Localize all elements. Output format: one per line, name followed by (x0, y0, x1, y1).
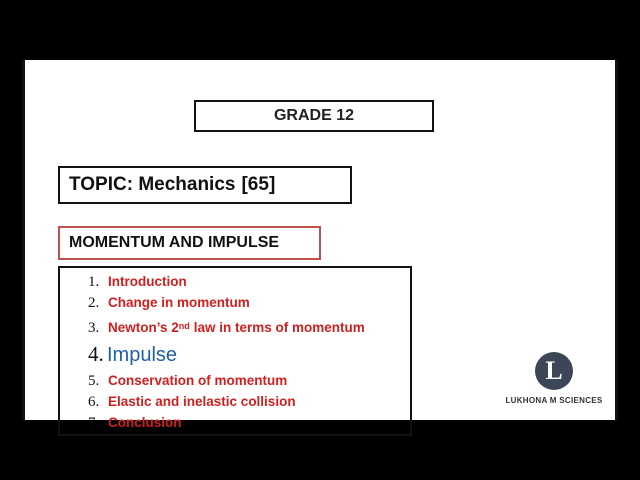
grade-heading: GRADE 12 (194, 100, 434, 132)
list-item-highlighted (88, 342, 177, 367)
list-item-prefix: Newton’s 2 (108, 320, 179, 335)
document-page (22, 60, 618, 431)
list-item-number: 3. (88, 320, 100, 336)
contents-list (58, 266, 412, 436)
list-item-label: Conservation of momentum (108, 373, 288, 388)
list-item (88, 415, 182, 432)
list-item-number: 1. (88, 274, 100, 290)
list-item-label: Impulse (107, 344, 178, 366)
page-left-border (22, 60, 25, 420)
list-item-label: Elastic and inelastic collision (108, 394, 296, 409)
list-item-label: Conclusion (108, 415, 182, 430)
logo-text: LUKHONA M SCIENCES (505, 396, 603, 405)
list-item-number: 5. (88, 373, 100, 389)
list-item-number: 7. (88, 415, 100, 431)
topic-marks: [65] (241, 174, 276, 195)
topic-heading (58, 166, 352, 204)
list-item-number: 6. (88, 394, 100, 410)
list-item (88, 394, 296, 411)
list-item-label: Change in momentum (108, 295, 250, 310)
list-item-number: 2. (88, 295, 100, 311)
topic-label: TOPIC: Mechanics (69, 174, 236, 195)
list-item (88, 274, 187, 291)
list-item-superscript: nd (178, 321, 190, 331)
list-item-number: 4. (88, 342, 104, 366)
list-item (88, 373, 287, 390)
channel-logo (484, 352, 624, 405)
list-item (88, 320, 365, 337)
logo-icon: L (535, 352, 573, 390)
list-item-label: law in terms of momentum (193, 320, 365, 335)
section-heading: MOMENTUM AND IMPULSE (58, 226, 321, 260)
list-item-label: Introduction (108, 274, 187, 289)
list-item (88, 295, 250, 312)
